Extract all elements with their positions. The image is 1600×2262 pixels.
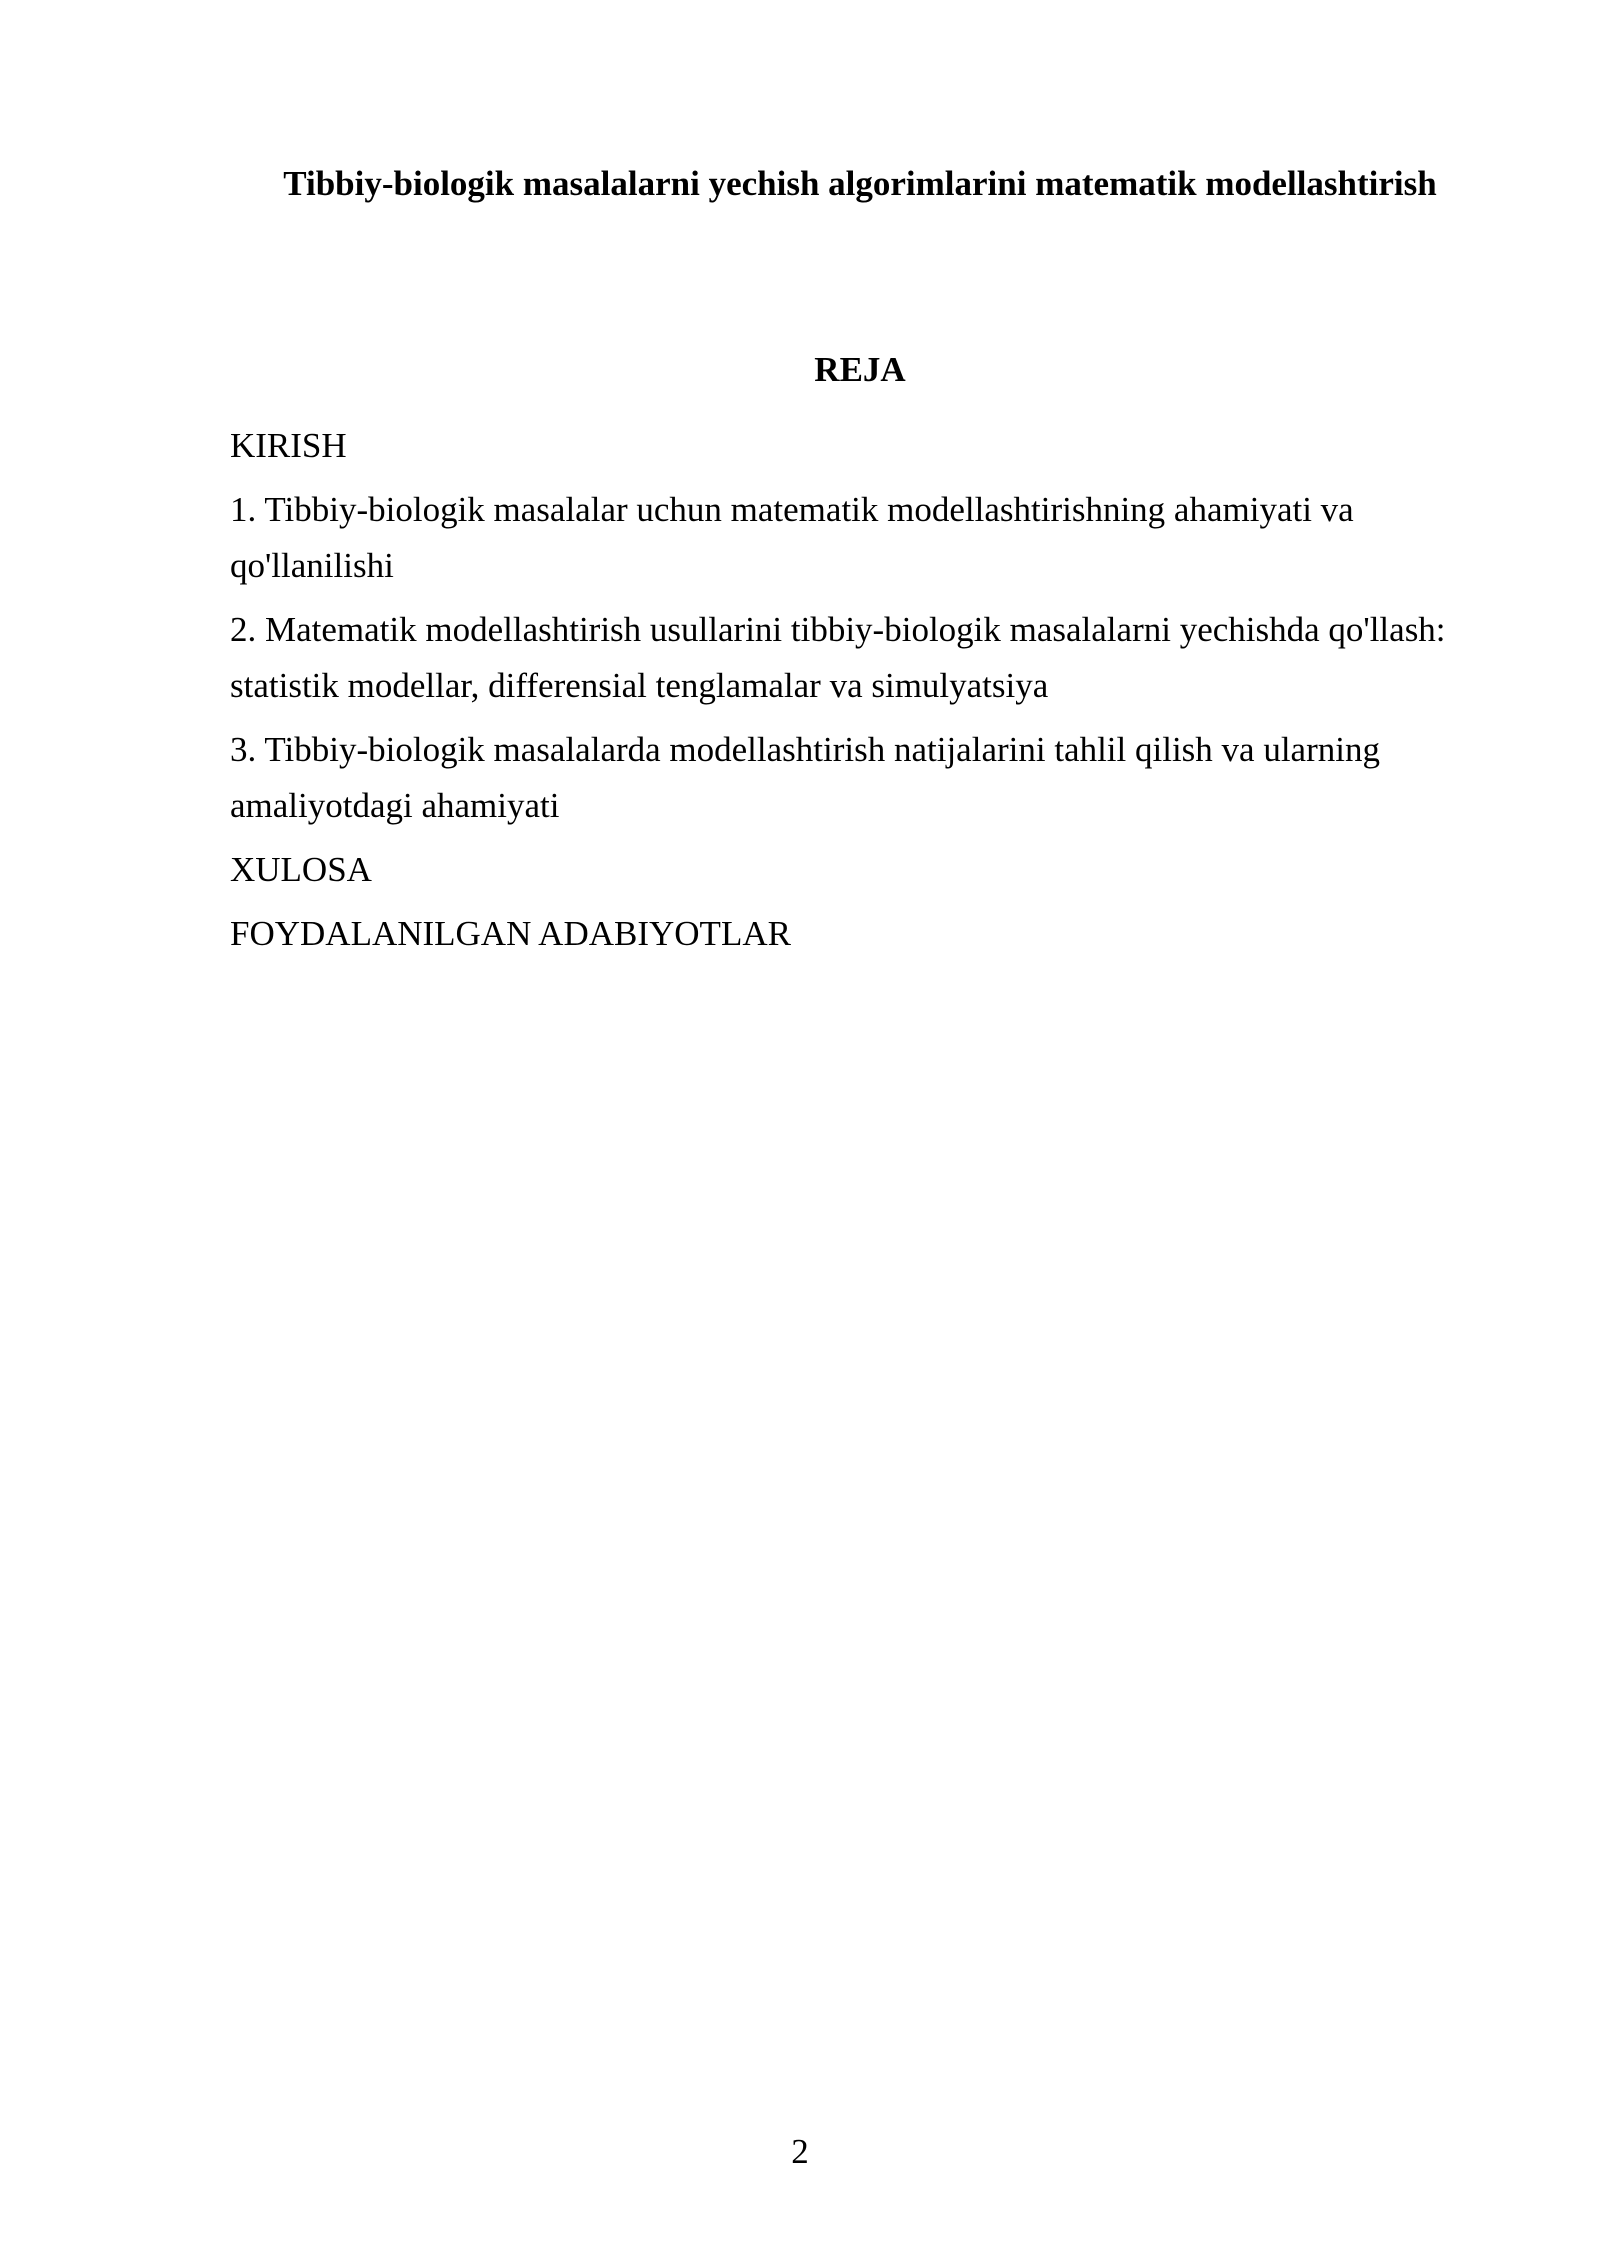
toc-item-section-3: 3. Tibbiy-biologik masalalarda modellashtirish natijalarini tahlil qilish va ularning amaliyotdagi ahamiyati xyxy=(230,730,1380,825)
table-of-contents xyxy=(230,418,1490,970)
toc-item-conclusion: XULOSA xyxy=(230,850,372,889)
toc-item-references: FOYDALANILGAN ADABIYOTLAR xyxy=(230,914,791,953)
plan-heading: REJA xyxy=(814,350,906,389)
document-title: Tibbiy-biologik masalalarni yechish algorimlarini matematik modellashtirish xyxy=(283,164,1437,203)
toc-item-section-2: 2. Matematik modellashtirish usullarini tibbiy-biologik masalalarni yechishda qo'llash: statistik modellar, differensial tenglamalar va simulyatsiya xyxy=(230,610,1446,705)
toc-item-introduction: KIRISH xyxy=(230,426,347,465)
page-number: 2 xyxy=(791,2132,809,2171)
toc-item-section-1: 1. Tibbiy-biologik masalalar uchun matematik modellashtirishning ahamiyati va qo'llanilishi xyxy=(230,490,1354,585)
